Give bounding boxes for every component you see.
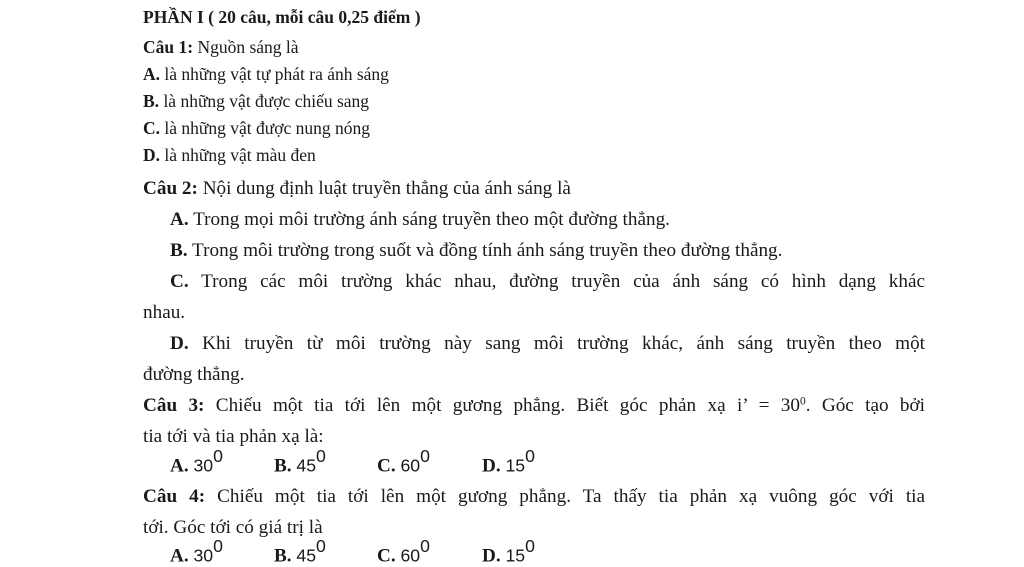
q4-option-d: [482, 536, 535, 567]
option-letter: C.: [143, 118, 161, 138]
option-letter: A.: [143, 64, 161, 84]
question-label: Câu 4:: [143, 486, 206, 507]
option-letter: D.: [143, 145, 161, 165]
option-letter: C.: [377, 545, 396, 567]
question-text: Chiếu một tia tới lên một gương phẳng. Biết góc phản xạ i’ = 30: [204, 395, 800, 416]
option-value: 30: [193, 455, 214, 476]
option-letter: B.: [170, 240, 188, 261]
q2-option-b: [170, 241, 782, 260]
question-1: [143, 39, 299, 57]
q4-option-a: [170, 536, 223, 567]
superscript: 0: [316, 536, 326, 556]
q2-option-a: [170, 210, 670, 229]
question-4-continuation: tới. Góc tới có giá trị là: [143, 517, 323, 538]
option-letter: D.: [482, 545, 501, 567]
option-value: 60: [400, 545, 421, 566]
option-value: 30: [193, 545, 214, 566]
q2-option-d: [170, 334, 925, 353]
option-text: là những vật tự phát ra ánh sáng: [160, 64, 389, 84]
question-3: [143, 396, 925, 415]
option-text: Trong mọi môi trường ánh sáng truyền theo một đường thẳng.: [188, 209, 670, 230]
option-letter: A.: [170, 455, 189, 477]
option-text: Trong môi trường trong suốt và đồng tính ánh sáng truyền theo đường thẳng.: [187, 240, 783, 261]
q3-option-d: [482, 446, 535, 477]
q2-option-d-continuation: đường thẳng.: [143, 364, 245, 385]
q1-option-a: [143, 66, 389, 84]
q1-option-b: [143, 93, 369, 111]
question-2: [143, 179, 571, 198]
exam-page: [143, 0, 925, 566]
option-value: 45: [296, 455, 317, 476]
q3-option-a: [170, 446, 223, 477]
option-value: 15: [505, 455, 526, 476]
option-letter: B.: [274, 545, 292, 567]
superscript: 0: [799, 395, 806, 408]
superscript: 0: [316, 446, 326, 466]
option-value: 15: [505, 545, 526, 566]
superscript: 0: [420, 446, 430, 466]
option-text: là những vật được chiếu sang: [159, 91, 370, 111]
superscript: 0: [420, 536, 430, 556]
option-text: là những vật được nung nóng: [160, 118, 371, 138]
section-title: PHẦN I ( 20 câu, mỗi câu 0,25 điểm ): [143, 7, 421, 27]
option-text: Khi truyền từ môi trường này sang môi trường khác, ánh sáng truyền theo một: [188, 333, 925, 354]
option-text: Trong các môi trường khác nhau, đường truyền của ánh sáng có hình dạng khác: [188, 271, 925, 292]
option-letter: B.: [143, 91, 160, 111]
option-letter: B.: [274, 455, 292, 477]
superscript: 0: [213, 536, 223, 556]
option-letter: D.: [170, 333, 189, 354]
question-3-continuation: tia tới và tia phản xạ là:: [143, 426, 324, 447]
question-text: Nội dung định luật truyền thẳng của ánh sáng là: [197, 178, 571, 199]
q2-option-c: [170, 272, 925, 291]
superscript: 0: [525, 446, 535, 466]
q3-option-c: [377, 446, 430, 477]
q4-option-b: [274, 536, 326, 567]
option-value: 60: [400, 455, 421, 476]
question-label: Câu 3:: [143, 395, 205, 416]
superscript: 0: [525, 536, 535, 556]
q2-option-c-continuation: nhau.: [143, 302, 186, 323]
option-value: 45: [296, 545, 317, 566]
option-letter: C.: [377, 455, 396, 477]
question-text-end: . Góc tạo bởi: [805, 395, 926, 416]
question-label: Câu 1:: [143, 37, 194, 57]
question-4: [143, 487, 925, 506]
q4-option-c: [377, 536, 430, 567]
q1-option-d: [143, 147, 316, 165]
q3-option-b: [274, 446, 326, 477]
question-text: Chiếu một tia tới lên một gương phẳng. Ta thấy tia phản xạ vuông góc với tia: [205, 486, 925, 507]
q1-option-c: [143, 120, 370, 138]
option-text: là những vật màu đen: [160, 145, 316, 165]
option-letter: A.: [170, 209, 189, 230]
option-letter: D.: [482, 455, 501, 477]
question-text: Nguồn sáng là: [193, 37, 299, 57]
option-letter: A.: [170, 545, 189, 567]
option-letter: C.: [170, 271, 189, 292]
superscript: 0: [213, 446, 223, 466]
question-label: Câu 2:: [143, 178, 198, 199]
